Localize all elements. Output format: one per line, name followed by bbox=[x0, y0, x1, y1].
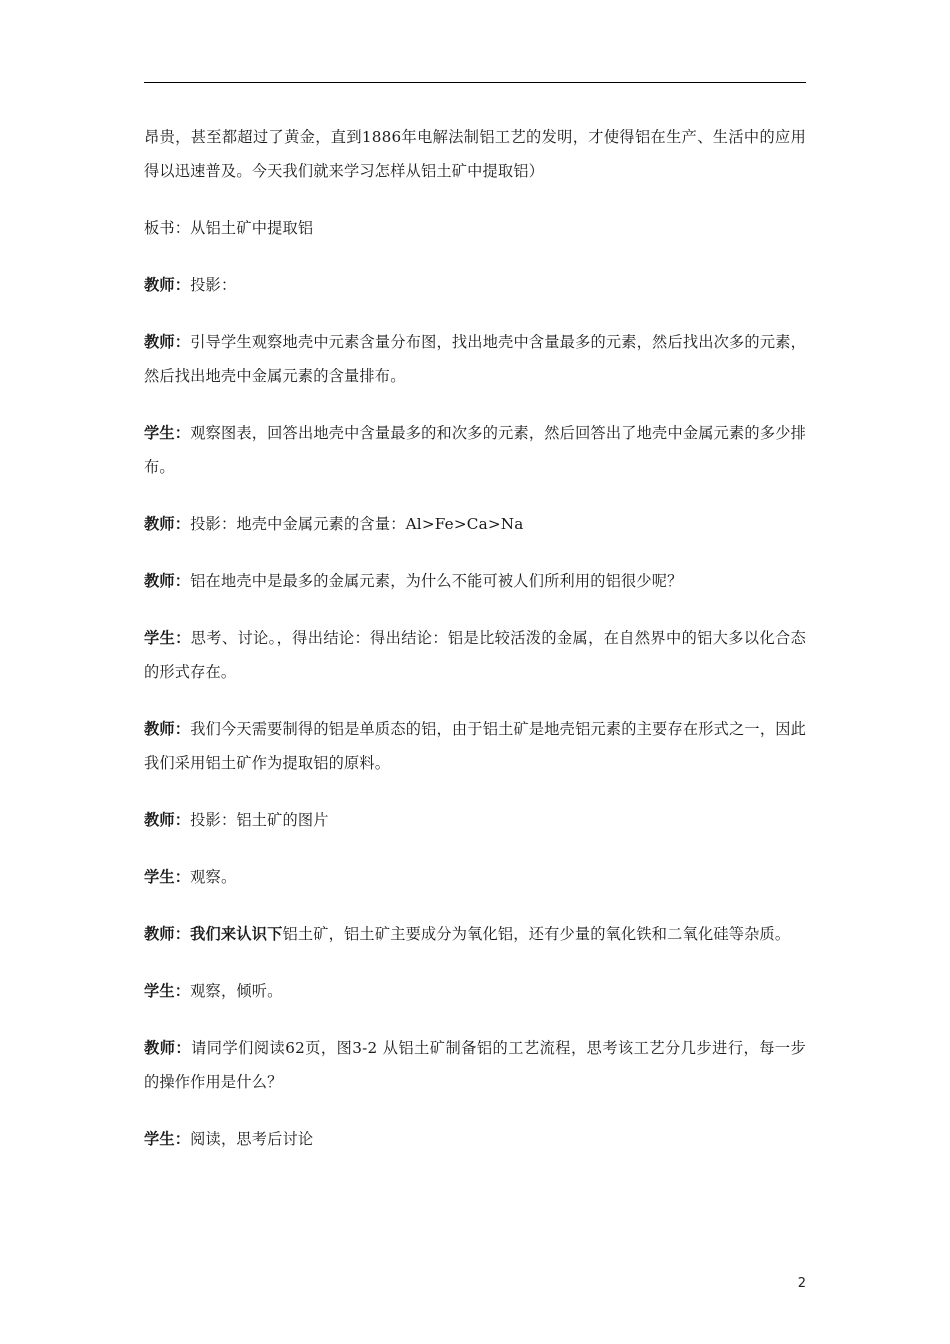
speaker-label: 教师： bbox=[144, 276, 191, 294]
paragraph bbox=[144, 120, 806, 188]
paragraph bbox=[144, 211, 806, 245]
paragraph-text: 投影：铝土矿的图片 bbox=[190, 811, 329, 829]
speaker-label: 学生： bbox=[144, 424, 191, 442]
speaker-label: 教师： bbox=[144, 572, 191, 590]
speaker-label: 学生： bbox=[144, 982, 191, 1000]
paragraph-text: 铝土矿，铝土矿主要成分为氧化铝，还有少量的氧化铁和二氧化硅等杂质。 bbox=[282, 925, 791, 943]
speaker-label: 教师： bbox=[144, 515, 191, 533]
speaker-label: 教师： bbox=[144, 1039, 192, 1057]
paragraph bbox=[144, 860, 806, 894]
paragraph bbox=[144, 268, 806, 302]
paragraph bbox=[144, 803, 806, 837]
paragraph bbox=[144, 712, 806, 780]
paragraph-text: 观察。 bbox=[190, 868, 237, 886]
paragraph bbox=[144, 621, 806, 689]
paragraph-text: 我们今天需要制得的铝是单质态的铝，由于铝土矿是地壳铝元素的主要存在形式之一，因此我们采用铝土矿作为提取铝的原料。 bbox=[144, 720, 806, 772]
paragraph bbox=[144, 974, 806, 1008]
paragraph bbox=[144, 564, 806, 598]
header-rule bbox=[144, 82, 806, 83]
paragraph-text: 观察图表，回答出地壳中含量最多的和次多的元素，然后回答出了地壳中金属元素的多少排布。 bbox=[144, 424, 806, 476]
paragraph-text: 投影：地壳中金属元素的含量：Al>Fe>Ca>Na bbox=[190, 515, 524, 533]
paragraph-text: 请同学们阅读62页，图3-2 从铝土矿制备铝的工艺流程，思考该工艺分几步进行，每一步的操作作用是什么？ bbox=[144, 1039, 806, 1091]
speaker-label: 教师： bbox=[144, 333, 191, 351]
paragraph bbox=[144, 416, 806, 484]
speaker-label: 学生： bbox=[144, 868, 191, 886]
speaker-label: 教师：我们来认识下 bbox=[144, 925, 283, 943]
paragraph bbox=[144, 917, 806, 951]
speaker-label: 教师： bbox=[144, 720, 191, 738]
paragraph-text: 引导学生观察地壳中元素含量分布图，找出地壳中含量最多的元素，然后找出次多的元素，然后找出地壳中金属元素的含量排布。 bbox=[144, 333, 806, 385]
paragraph-text: 思考、讨论。，得出结论：得出结论：铝是比较活泼的金属，在自然界中的铝大多以化合态的形式存在。 bbox=[144, 629, 806, 681]
speaker-label: 学生： bbox=[144, 629, 191, 647]
document-body bbox=[144, 120, 806, 1179]
paragraph bbox=[144, 1031, 806, 1099]
paragraph bbox=[144, 325, 806, 393]
paragraph-text: 阅读，思考后讨论 bbox=[190, 1130, 314, 1148]
page-number: 2 bbox=[797, 1276, 806, 1291]
paragraph-text: 铝在地壳中是最多的金属元素，为什么不能可被人们所利用的铝很少呢？ bbox=[190, 572, 683, 590]
paragraph-text: 板书：从铝土矿中提取铝 bbox=[144, 219, 314, 237]
speaker-label: 教师： bbox=[144, 811, 191, 829]
paragraph bbox=[144, 507, 806, 541]
speaker-label: 学生： bbox=[144, 1130, 191, 1148]
paragraph-text: 昂贵，甚至都超过了黄金，直到1886年电解法制铝工艺的发明，才使得铝在生产、生活中的应用得以迅速普及。今天我们就来学习怎样从铝土矿中提取铝） bbox=[144, 128, 806, 180]
paragraph-text: 观察，倾听。 bbox=[190, 982, 283, 1000]
paragraph-text: 投影： bbox=[190, 276, 237, 294]
paragraph bbox=[144, 1122, 806, 1156]
